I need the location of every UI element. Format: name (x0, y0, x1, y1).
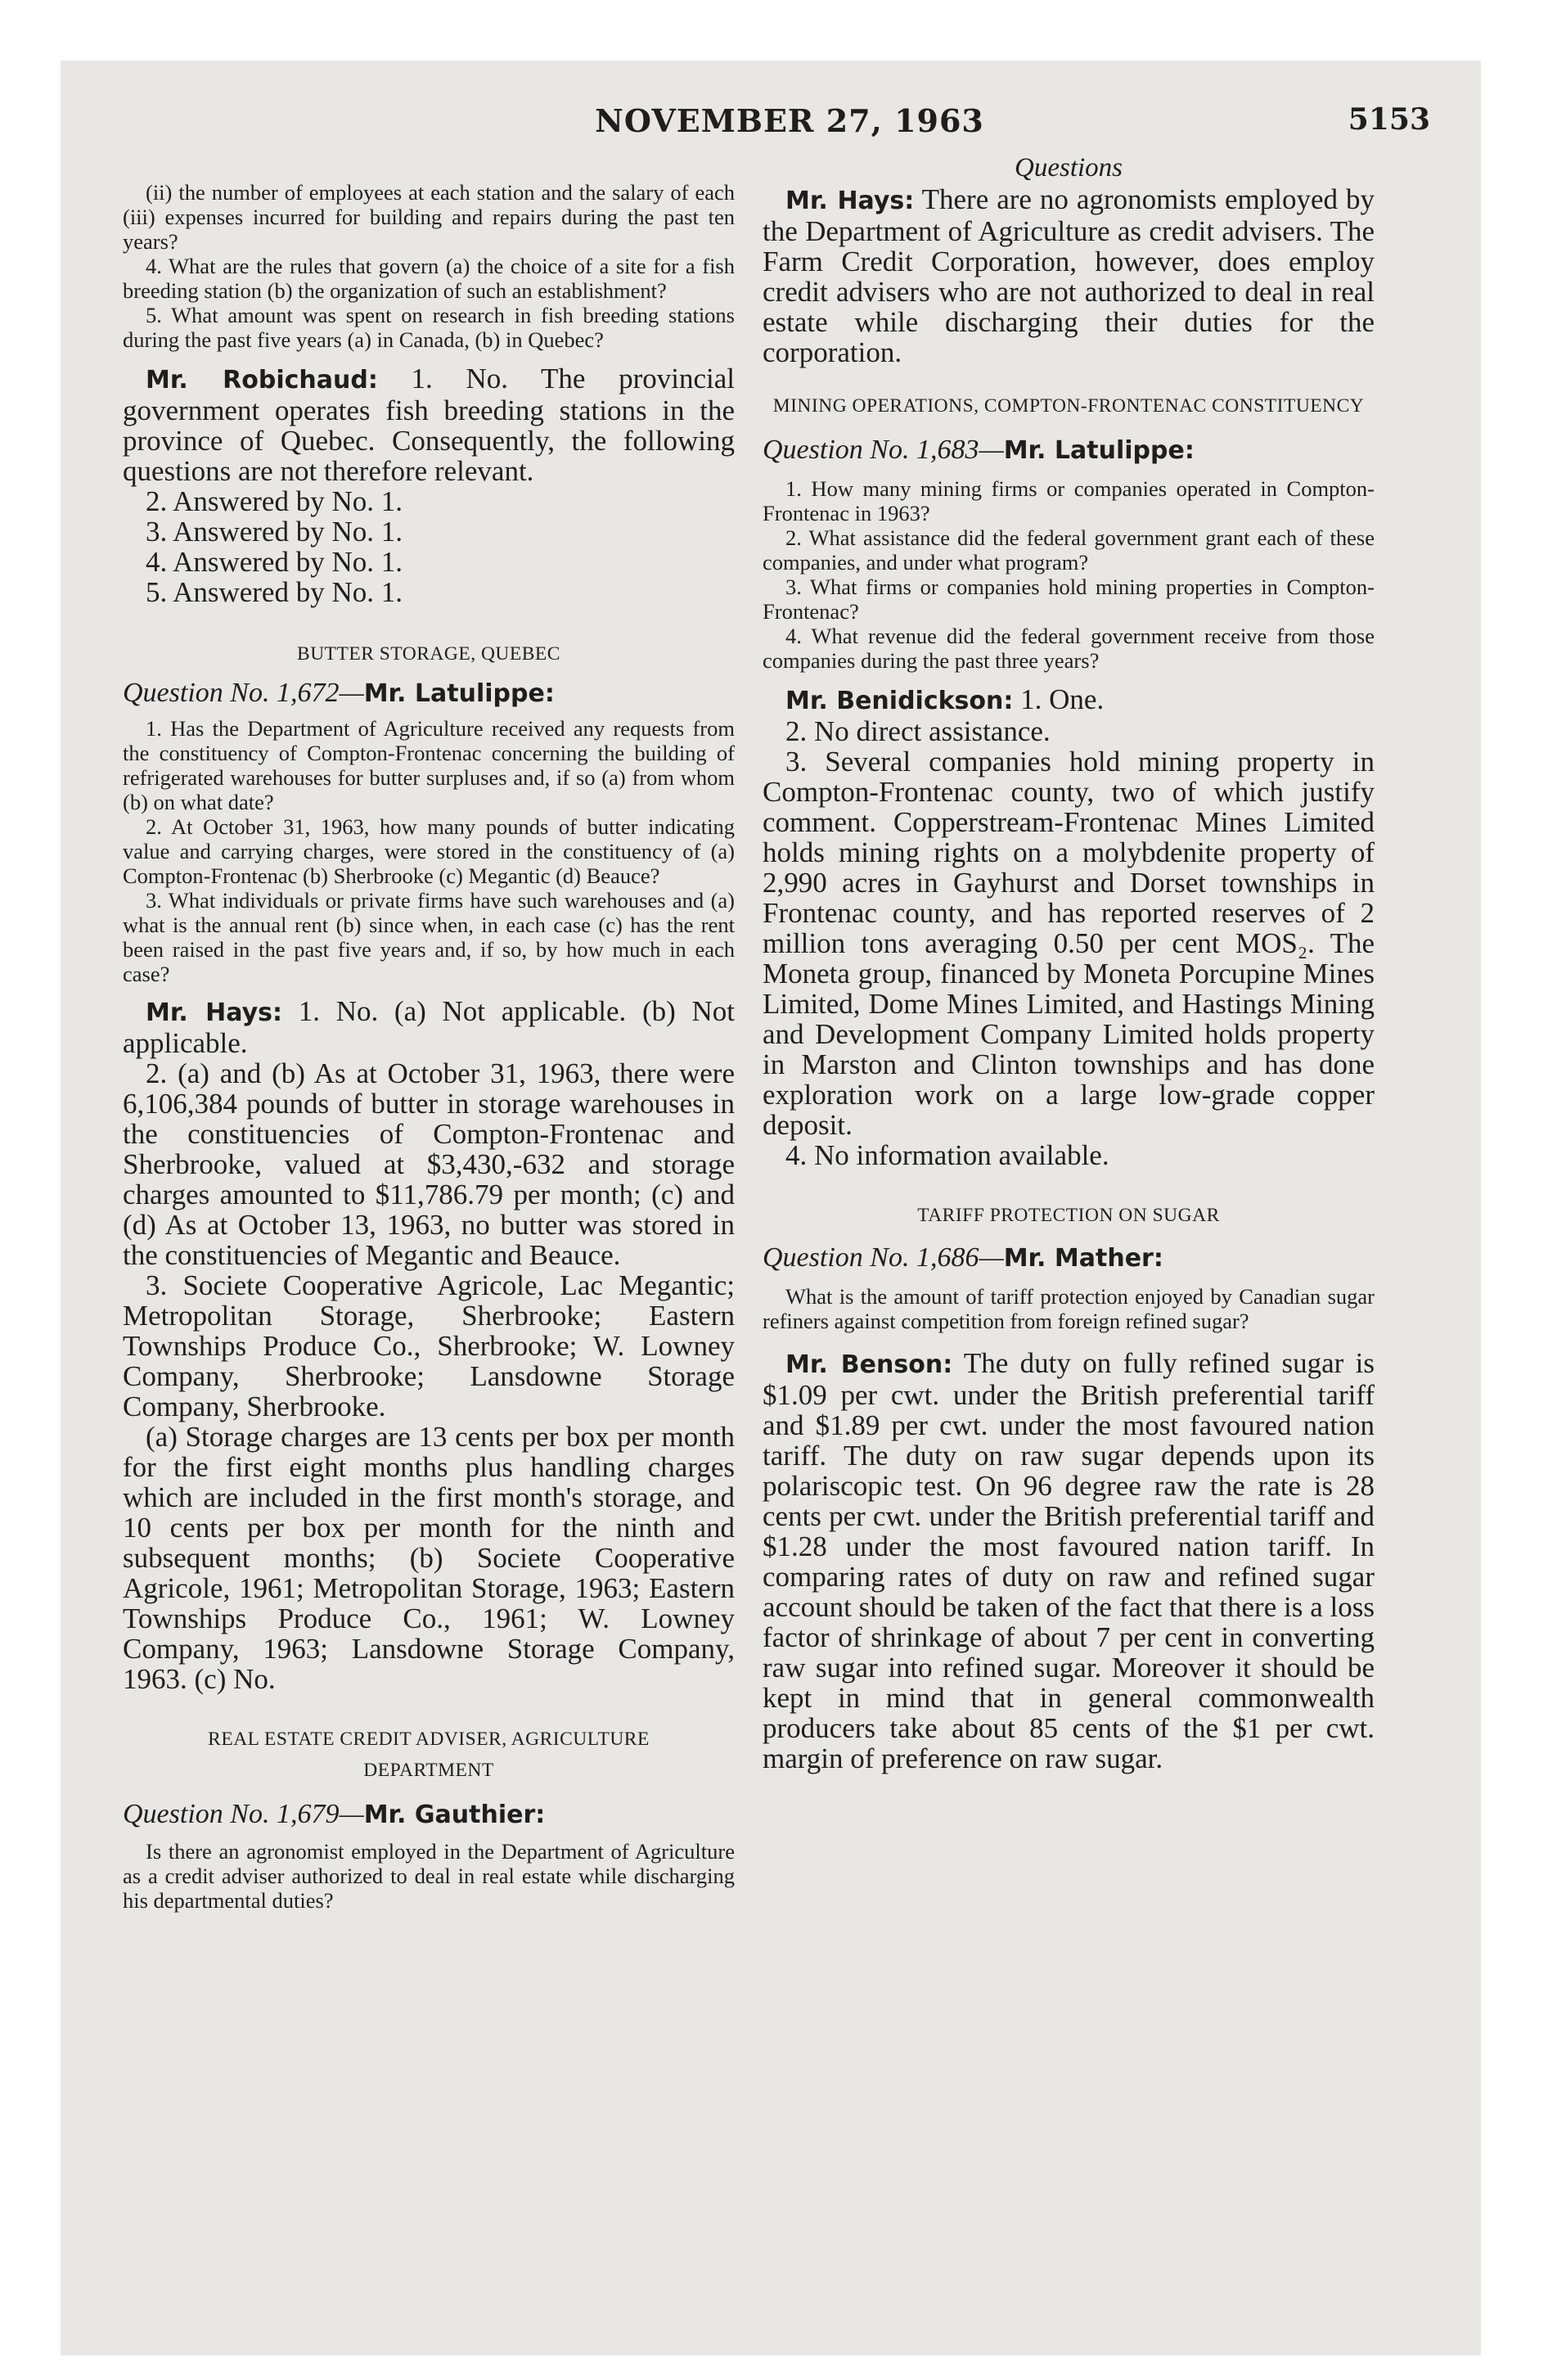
subhead-questions: Questions (1015, 153, 1123, 183)
hays-answer-3: 3. Societe Cooperative Agricole, Lac Megantic; Metropolitan Storage, Sherbrooke; Eastern Townships Produce Co., Sherbrooke; W. Lowney Company, Sherbrooke; Lansdowne Storage Company, Sherbrooke. (123, 1269, 735, 1422)
page-header (123, 102, 1456, 151)
member-name: Mr. Gauthier: (363, 1801, 546, 1829)
robichaud-answer-5: 5. Answered by No. 1. (146, 576, 403, 608)
sugar-question: What is the amount of tariff protection enjoyed by Canadian sugar refiners against competition from foreign refined sugar? (763, 1284, 1375, 1333)
speaker-benidickson: Mr. Benidickson: (785, 687, 1014, 715)
page-date: NOVEMBER 27, 1963 (595, 102, 984, 139)
question-number: Question No. 1,672— (123, 678, 364, 708)
benidickson-answer-4: 4. No information available. (785, 1139, 1109, 1171)
mining-question-3: 3. What firms or companies hold mining properties in Compton-Frontenac? (763, 575, 1375, 624)
section-heading-real-estate: REAL ESTATE CREDIT ADVISER, AGRICULTURE DEPARTMENT (208, 1729, 650, 1781)
hays-answer-3a: (a) Storage charges are 13 cents per box per month for the first eight months plus handling charges which are included in the first month's storage, and 10 cents per box per month for the ninth and subsequent months; (b) Societe Cooperative Agricole, 1961; Metropolitan Storage, 1963; Eastern Townships Produce Co., 1961; W. Lowney Company, 1963; Lansdowne Storage Company, 1963. (c) No. (123, 1421, 735, 1695)
section-heading-mining: MINING OPERATIONS, COMPTON-FRONTENAC CONSTITUENCY (772, 395, 1365, 417)
section-heading-sugar: TARIFF PROTECTION ON SUGAR (917, 1205, 1220, 1226)
hays-agronomist-answer-text: There are no agronomists employed by the Department of Agriculture as credit advisers. The Farm Credit Corporation, however, does employ credit advisers who are not authorized to deal in real estate while discharging their duties for the corporation. (763, 183, 1375, 368)
hays-agronomist-answer (763, 184, 1375, 367)
question-1683-line (763, 435, 1375, 467)
section-heading-butter: BUTTER STORAGE, QUEBEC (297, 643, 560, 665)
hays-answer-1 (123, 996, 735, 1058)
benson-answer-text: The duty on fully refined sugar is $1.09 per cwt. under the British preferential tariff and $1.89 per cwt. under the most favoured nation tariff. The duty on raw sugar depends upon its polariscopic test. On 96 degree raw the rate is 28 cents per cwt. under the British preferential tariff and $1.28 under the most favoured nation tariff. In comparing rates of duty on raw and refined sugar account should be taken of the fact that there is a loss factor of shrinkage of about 7 per cent in converting raw sugar into refined sugar. Moreover it should be kept in mind that in general commonwealth producers take about 85 cents of the $1 per cwt. margin of preference on raw sugar. (763, 1347, 1375, 1774)
robichaud-answer-4: 4. Answered by No. 1. (146, 546, 403, 578)
left-column (123, 151, 735, 1913)
question-1686-line (763, 1242, 1375, 1274)
real-estate-question: Is there an agronomist employed in the Department of Agriculture as a credit adviser authorized to deal in real estate while discharging his departmental duties? (123, 1839, 735, 1913)
robichaud-answer-3: 3. Answered by No. 1. (146, 516, 403, 548)
right-column (763, 151, 1375, 1774)
benidickson-answer-1-text: 1. One. (1020, 683, 1105, 715)
butter-question-2: 2. At October 31, 1963, how many pounds of butter indicating value and carrying charges, were stored in the constituency of (a) Compton-Frontenac (b) Sherbrooke (c) Megantic (d) Beauce? (123, 814, 735, 888)
mining-question-4: 4. What revenue did the federal government receive from those companies during the past three years? (763, 624, 1375, 673)
robichaud-answer-text: 1. No. The provincial government operates fish breeding stations in the province of Quebec. Consequently, the following questions are not therefore relevant. (123, 363, 735, 487)
speaker-hays: Mr. Hays: (785, 187, 915, 215)
benidickson-answer-3: 3. Several companies hold mining property in Compton-Frontenac county, two of which justify comment. Copperstream-Frontenac Mines Limited holds mining rights on a molybdenite property of 2,990 acres in Gayhurst and Dorset townships in Frontenac county, and has reported reserves of 2 million tons averaging 0.50 per cent MOS₂. The Moneta group, financed by Moneta Porcupine Mines Limited, Dome Mines Limited, and Hastings Mining and Development Company Limited holds property in Marston and Clinton townships and has done exploration work on a large low-grade copper deposit. (763, 746, 1375, 1141)
question-number: Question No. 1,686— (763, 1242, 1004, 1273)
hansard-page (123, 102, 1456, 2279)
speaker-hays: Mr. Hays: (146, 998, 283, 1027)
member-name: Mr. Latulippe: (363, 679, 555, 708)
member-name: Mr. Latulippe: (1003, 436, 1195, 465)
butter-question-1: 1. Has the Department of Agriculture received any requests from the constituency of Compton-Frontenac concerning the building of refrigerated warehouses for butter surpluses and, if so (a) from whom (b) on what date? (123, 716, 735, 814)
question-continuation-5: 5. What amount was spent on research in fish breeding stations during the past five years (a) in Canada, (b) in Quebec? (123, 303, 735, 352)
page-number: 5153 (1348, 102, 1430, 137)
speaker-benson: Mr. Benson: (785, 1350, 953, 1379)
question-continuation-4: 4. What are the rules that govern (a) the choice of a site for a fish breeding station (b) the organization of such an establishment? (123, 254, 735, 303)
question-number: Question No. 1,679— (123, 1799, 364, 1829)
benidickson-answer-1 (763, 684, 1375, 716)
mining-question-1: 1. How many mining firms or companies operated in Compton-Frontenac in 1963? (763, 476, 1375, 525)
speaker-robichaud: Mr. Robichaud: (146, 366, 378, 394)
question-continuation-1: (ii) the number of employees at each station and the salary of each (iii) expenses incurred for building and repairs during the past ten years? (123, 180, 735, 254)
question-number: Question No. 1,683— (763, 435, 1004, 465)
hays-answer-1-text: 1. No. (a) Not applicable. (b) Not applicable. (123, 995, 735, 1059)
robichaud-answer (123, 363, 735, 486)
question-1679-line (123, 1799, 735, 1831)
question-1672-line (123, 678, 735, 710)
benson-answer (763, 1348, 1375, 1774)
benidickson-answer-2: 2. No direct assistance. (785, 715, 1051, 747)
mining-question-2: 2. What assistance did the federal government grant each of these companies, and under what program? (763, 525, 1375, 575)
robichaud-answer-2: 2. Answered by No. 1. (146, 485, 403, 517)
member-name: Mr. Mather: (1003, 1244, 1163, 1273)
hays-answer-2: 2. (a) and (b) As at October 31, 1963, there were 6,106,384 pounds of butter in storage warehouses in the constituencies of Compton-Frontenac and Sherbrooke, valued at $3,430,-632 and storage charges amounted to $11,786.79 per month; (c) and (d) As at October 13, 1963, no butter was stored in the constituencies of Megantic and Beauce. (123, 1057, 735, 1271)
butter-question-3: 3. What individuals or private firms have such warehouses and (a) what is the annual rent (b) since when, in each case (c) has the rent been raised in the past five years and, if so, by how much in each case? (123, 888, 735, 986)
